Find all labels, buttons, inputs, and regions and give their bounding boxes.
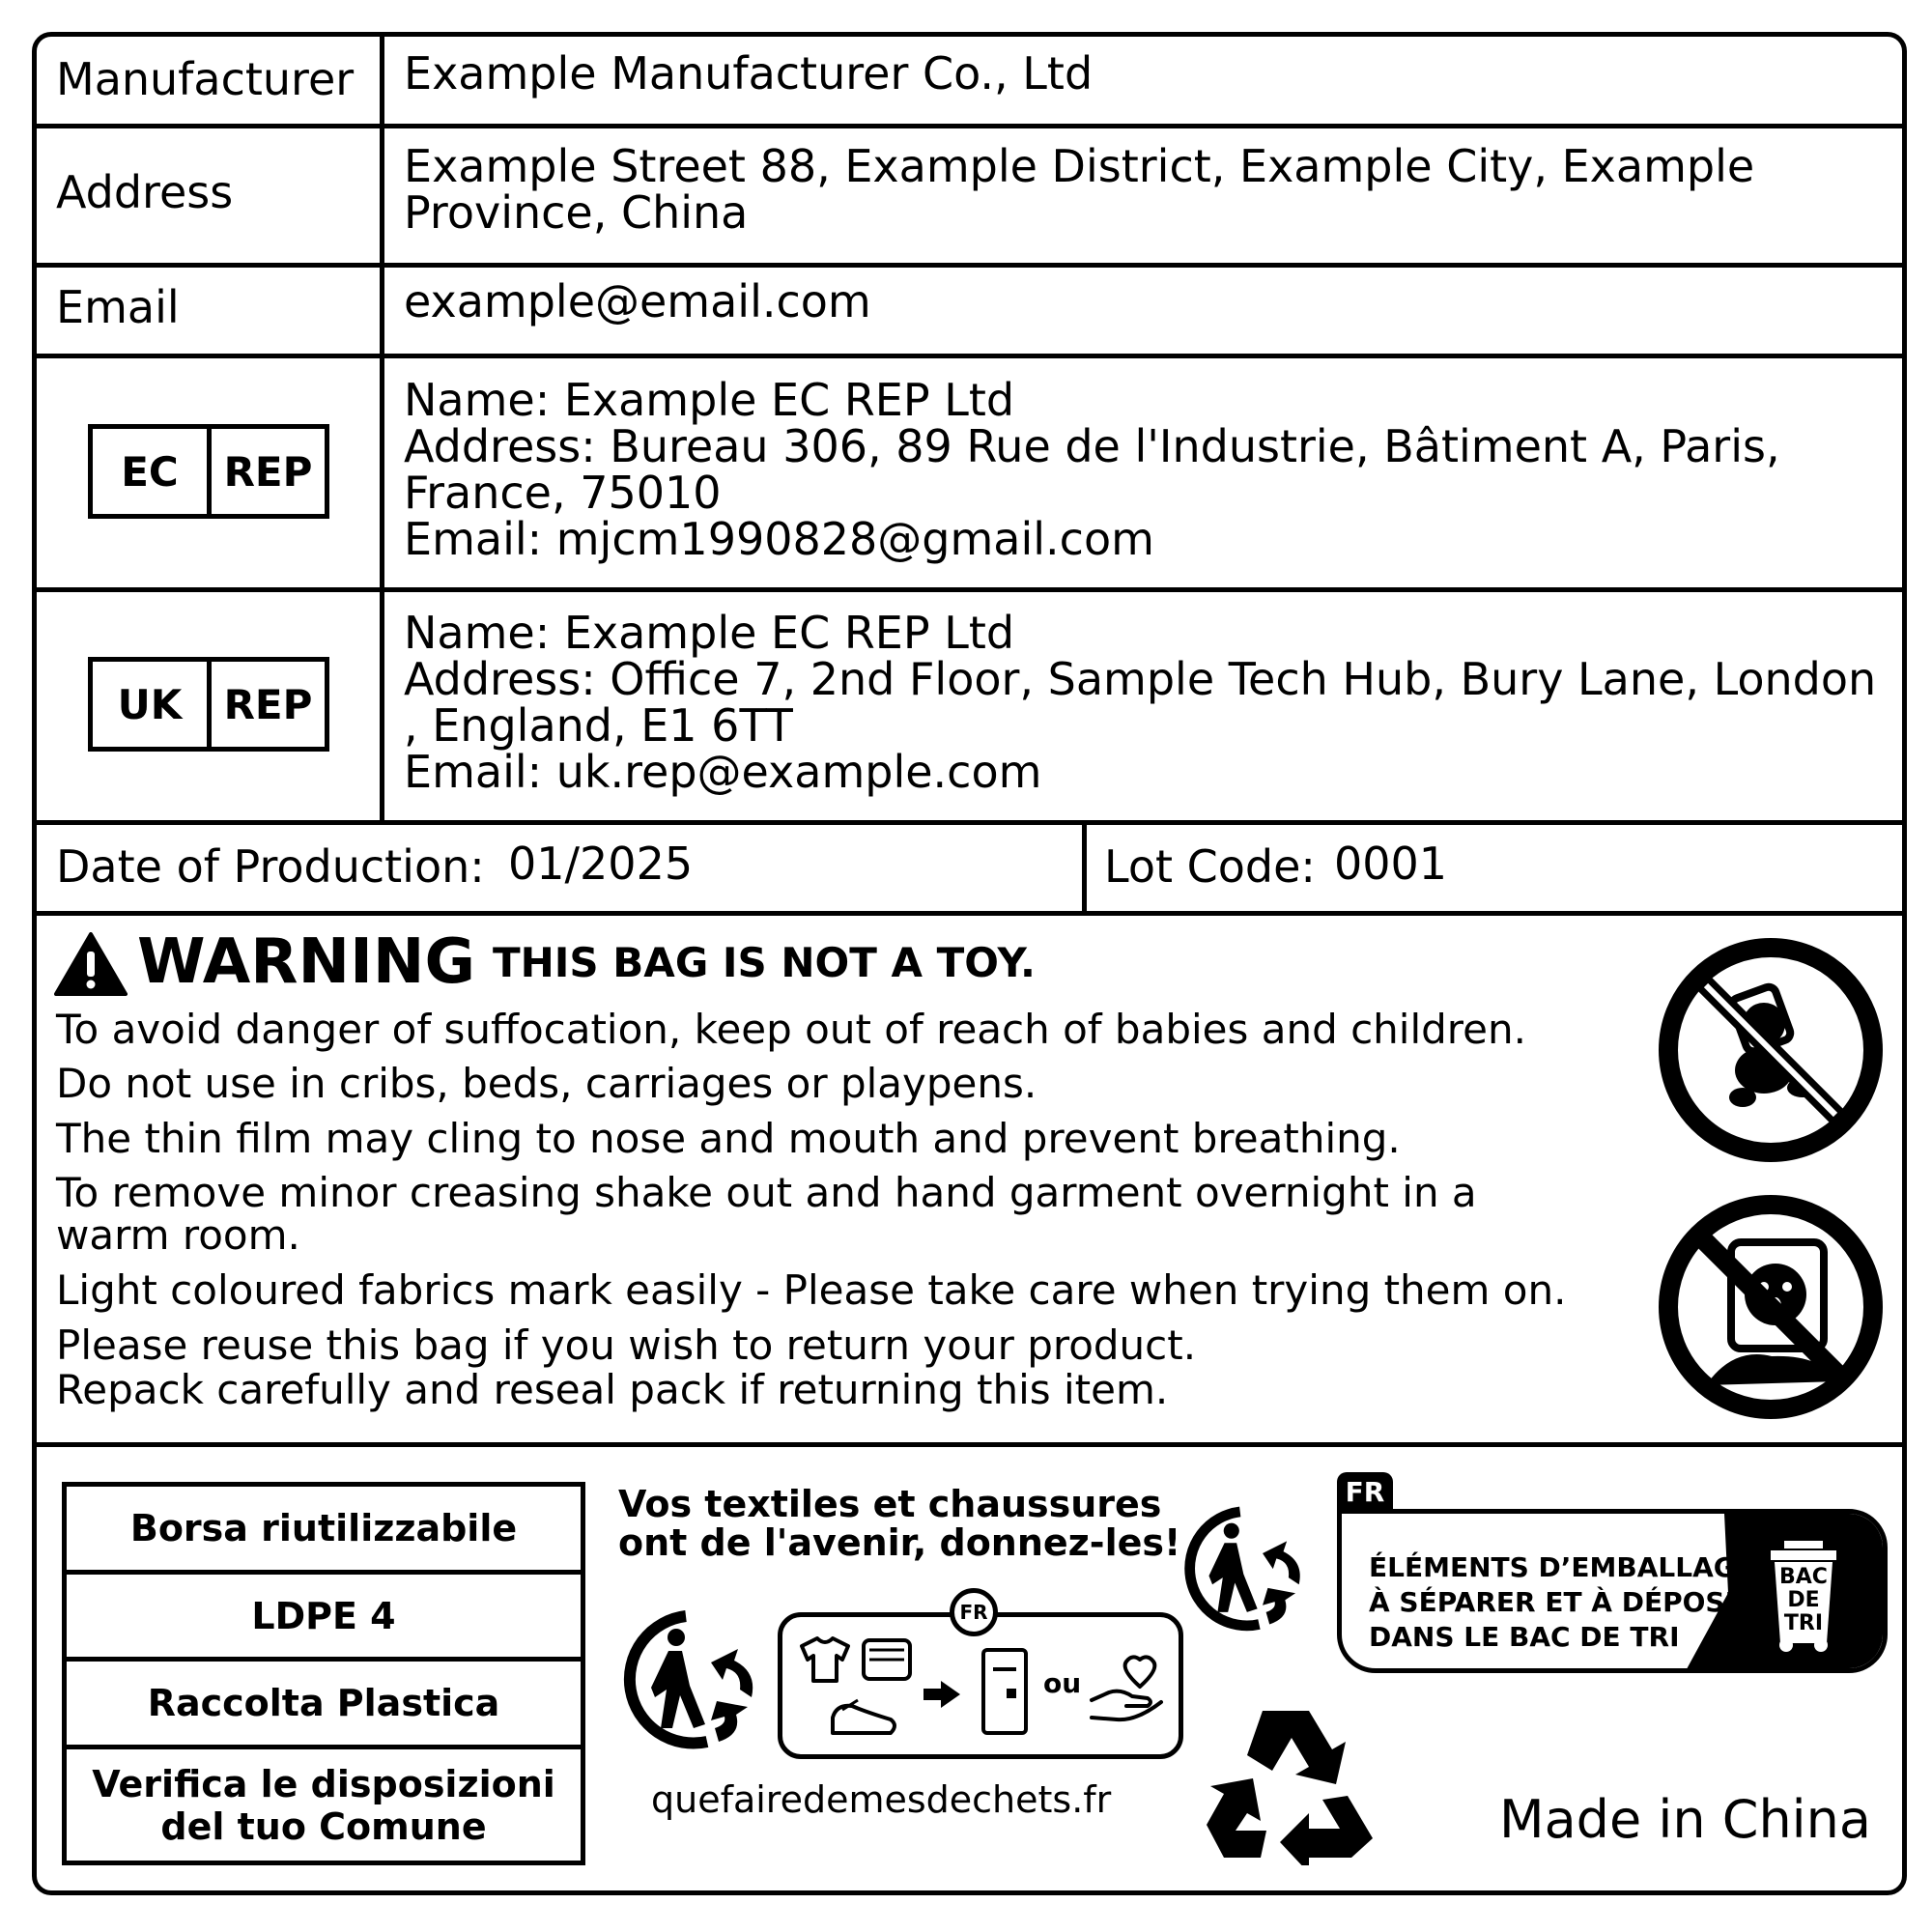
italian-disposal-table — [62, 1482, 585, 1865]
donation-bin-icon — [978, 1644, 1032, 1741]
warning-subtitle: THIS BAG IS NOT A TOY. — [493, 939, 1036, 986]
manufacturer-value: Example Manufacturer Co., Ltd — [404, 47, 1094, 99]
ec-rep-badge — [88, 424, 329, 519]
lot-code-value: 0001 — [1334, 838, 1448, 890]
ec-badge-text: EC — [93, 429, 212, 514]
sorting-line-1: ÉLÉMENTS D’EMBALLAGE — [1369, 1551, 1754, 1583]
divider — [37, 1442, 1902, 1447]
warning-line: The thin film may cling to nose and mouth and prevent breathing. — [56, 1115, 1401, 1162]
check-local-rules-line-1: Verifica le disposizioni — [92, 1762, 555, 1805]
ec-rep-name: Name: Example EC REP Ltd — [404, 374, 1015, 426]
warning-line: To remove minor creasing shake out and hand garment overnight in a — [56, 1169, 1477, 1216]
textile-website: quefairedemesdechets.fr — [651, 1778, 1112, 1821]
ec-rep-address-1: Address: Bureau 306, 89 Rue de l'Industrie, Bâtiment A, Paris, — [404, 420, 1780, 472]
reusable-bag-label: Borsa riutilizzabile — [129, 1507, 518, 1549]
address-label: Address — [56, 166, 234, 218]
divider — [37, 820, 1902, 825]
warning-line: Do not use in cribs, beds, carriages or playpens. — [56, 1060, 1037, 1107]
hand-heart-icon — [1088, 1654, 1169, 1727]
recycle-icon — [1203, 1701, 1377, 1865]
column-divider — [380, 37, 384, 820]
divider — [37, 911, 1902, 916]
check-local-rules — [67, 1749, 581, 1861]
textiles-and-shoes-icon — [794, 1633, 968, 1747]
divider — [37, 124, 1902, 128]
uk-badge-text: UK — [93, 662, 212, 747]
triman-icon — [618, 1608, 767, 1753]
or-text: ou — [1043, 1667, 1082, 1699]
column-divider — [1082, 820, 1087, 911]
address-line-1: Example Street 88, Example District, Example City, Example — [404, 140, 1755, 192]
divider — [37, 587, 1902, 592]
sorting-line-2: À SÉPARER ET À DÉPOSER — [1369, 1586, 1765, 1618]
divider — [37, 263, 1902, 268]
uk-rep-address-1: Address: Office 7, 2nd Floor, Sample Tech Hub, Bury Lane, London — [404, 653, 1877, 705]
bin-text-3: TRI — [1783, 1611, 1824, 1635]
country-of-origin: Made in China — [1499, 1789, 1871, 1850]
sorting-banner — [1337, 1509, 1888, 1673]
uk-rep-address-2: , England, E1 6TT — [404, 699, 793, 752]
rep-badge-text: REP — [223, 680, 313, 728]
uk-rep-badge — [88, 657, 329, 752]
uk-rep-email: Email: uk.rep@example.com — [404, 746, 1042, 798]
fr-tab-badge: FR — [1337, 1472, 1393, 1511]
rep-badge-text: REP — [223, 447, 313, 496]
manufacturer-label: Manufacturer — [56, 53, 355, 105]
check-local-rules-line-2: del tuo Comune — [160, 1804, 487, 1848]
warning-line: Repack carefully and reseal pack if returning this item. — [56, 1366, 1169, 1413]
ec-rep-address-2: France, 75010 — [404, 467, 722, 519]
collection-type: Raccolta Plastica — [147, 1682, 500, 1724]
lot-code-label: Lot Code: — [1104, 840, 1316, 893]
address-line-2: Province, China — [404, 186, 749, 239]
email-value: example@email.com — [404, 275, 871, 327]
no-baby-in-bag-icon — [1656, 935, 1886, 1165]
bin-text-2: DE — [1787, 1588, 1820, 1612]
triman-icon — [1179, 1504, 1313, 1635]
material-code: LDPE 4 — [251, 1594, 396, 1637]
fr-circle-badge: FR — [950, 1588, 998, 1636]
warning-line: To avoid danger of suffocation, keep out of reach of babies and children. — [56, 1006, 1526, 1053]
textile-heading-line-2: ont de l'avenir, donnez-les! — [618, 1521, 1181, 1564]
no-bag-over-head-icon — [1656, 1192, 1886, 1422]
divider — [37, 354, 1902, 358]
uk-rep-name: Name: Example EC REP Ltd — [404, 607, 1015, 659]
product-label — [32, 32, 1907, 1895]
email-label: Email — [56, 281, 180, 333]
warning-title: WARNING — [137, 926, 475, 998]
ec-rep-email: Email: mjcm1990828@gmail.com — [404, 513, 1154, 565]
textile-heading-line-1: Vos textiles et chaussures — [618, 1483, 1162, 1525]
warning-line: Light coloured fabrics mark easily - Please take care when trying them on. — [56, 1266, 1567, 1314]
warning-line: Please reuse this bag if you wish to return your product. — [56, 1321, 1197, 1369]
sorting-bin-icon — [1765, 1539, 1842, 1653]
warning-line: warm room. — [56, 1211, 300, 1259]
warning-triangle-icon — [54, 932, 128, 996]
production-date-label: Date of Production: — [56, 840, 485, 893]
bin-text-1: BAC — [1779, 1565, 1828, 1589]
sorting-line-3: DANS LE BAC DE TRI — [1369, 1621, 1680, 1653]
production-date-value: 01/2025 — [508, 838, 694, 890]
